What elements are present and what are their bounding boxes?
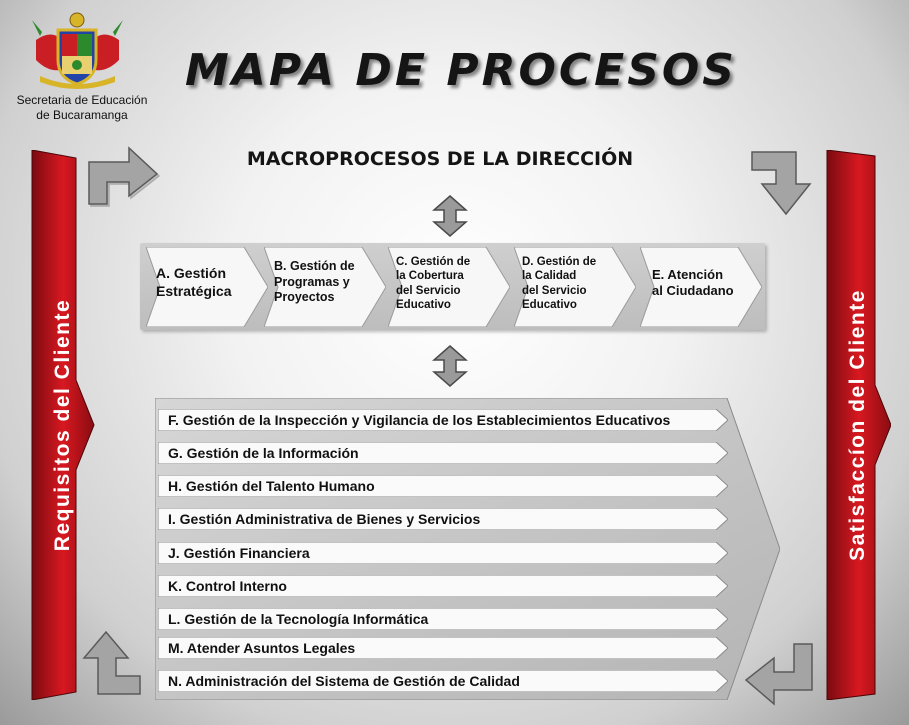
support-process-row: [158, 575, 728, 597]
client-requirements-bar: [30, 150, 96, 700]
support-process-label: N. Administración del Sistema de Gestión de Calidad: [168, 673, 520, 689]
process-chevron-e: [640, 247, 762, 327]
process-d-line4: Educativo: [522, 299, 577, 312]
process-d-line1: D. Gestión de: [522, 256, 597, 268]
support-process-label: G. Gestión de la Información: [168, 445, 359, 461]
support-process-label: J. Gestión Financiera: [168, 545, 310, 561]
process-d-line3: del Servicio: [522, 284, 587, 297]
support-process-row: [158, 508, 728, 530]
process-a-line1: A. Gestión: [156, 265, 227, 281]
logo-caption-line2: de Bucaramanga: [36, 108, 128, 122]
turn-down-arrow-icon: [748, 148, 828, 218]
client-requirements-label: Requisitos del Cliente: [51, 298, 74, 552]
bidirectional-arrow-top-icon: [430, 194, 470, 238]
support-process-row: [158, 475, 728, 497]
process-b-line2: Programas y: [274, 274, 350, 289]
support-process-row: [158, 637, 728, 659]
process-chevron-a: [146, 247, 268, 327]
support-process-row: [158, 442, 728, 464]
process-d-line2: la Calidad: [522, 270, 577, 283]
process-c-line1: C. Gestión de: [396, 256, 471, 268]
process-chevron-c: [388, 247, 510, 327]
process-e-line1: E. Atención: [652, 267, 724, 282]
support-process-label: H. Gestión del Talento Humano: [168, 478, 375, 494]
support-process-label: K. Control Interno: [168, 578, 287, 594]
process-chevron-d: [514, 247, 636, 327]
support-process-label: F. Gestión de la Inspección y Vigilancia de los Establecimientos Educativos: [168, 412, 671, 428]
client-satisfaction-bar: [825, 150, 891, 700]
support-process-row: [158, 670, 728, 692]
turn-right-arrow-icon: [85, 140, 165, 210]
process-e-line2: al Ciudadano: [652, 283, 734, 299]
support-process-label: M. Atender Asuntos Legales: [168, 640, 356, 656]
client-satisfaction-label: Satisfaccíon del Cliente: [846, 289, 869, 561]
process-a-line2: Estratégica: [156, 282, 232, 299]
process-chevron-b: [264, 247, 386, 327]
macroprocess-subtitle: MACROPROCESOS DE LA DIRECCIÓN: [246, 148, 634, 170]
support-process-row: [158, 409, 728, 431]
process-c-line3: del Servicio: [396, 284, 461, 297]
logo-caption: [12, 93, 152, 123]
support-process-label: I. Gestión Administrativa de Bienes y Servicios: [168, 511, 481, 527]
support-process-label: L. Gestión de la Tecnología Informática: [168, 611, 429, 627]
support-process-row: [158, 608, 728, 630]
coat-of-arms-logo: [30, 10, 125, 90]
process-c-line2: la Cobertura: [396, 270, 464, 283]
turn-up-arrow-icon: [80, 628, 160, 698]
process-b-line3: Proyectos: [274, 290, 335, 305]
process-c-line4: Educativo: [396, 299, 451, 312]
process-b-line1: B. Gestión de: [274, 259, 355, 273]
bidirectional-arrow-bottom-icon: [430, 344, 470, 388]
page-title: MAPA DE PROCESOS: [185, 45, 737, 96]
logo-caption-line1: Secretaria de Educación: [16, 93, 148, 107]
support-process-row: [158, 542, 728, 564]
